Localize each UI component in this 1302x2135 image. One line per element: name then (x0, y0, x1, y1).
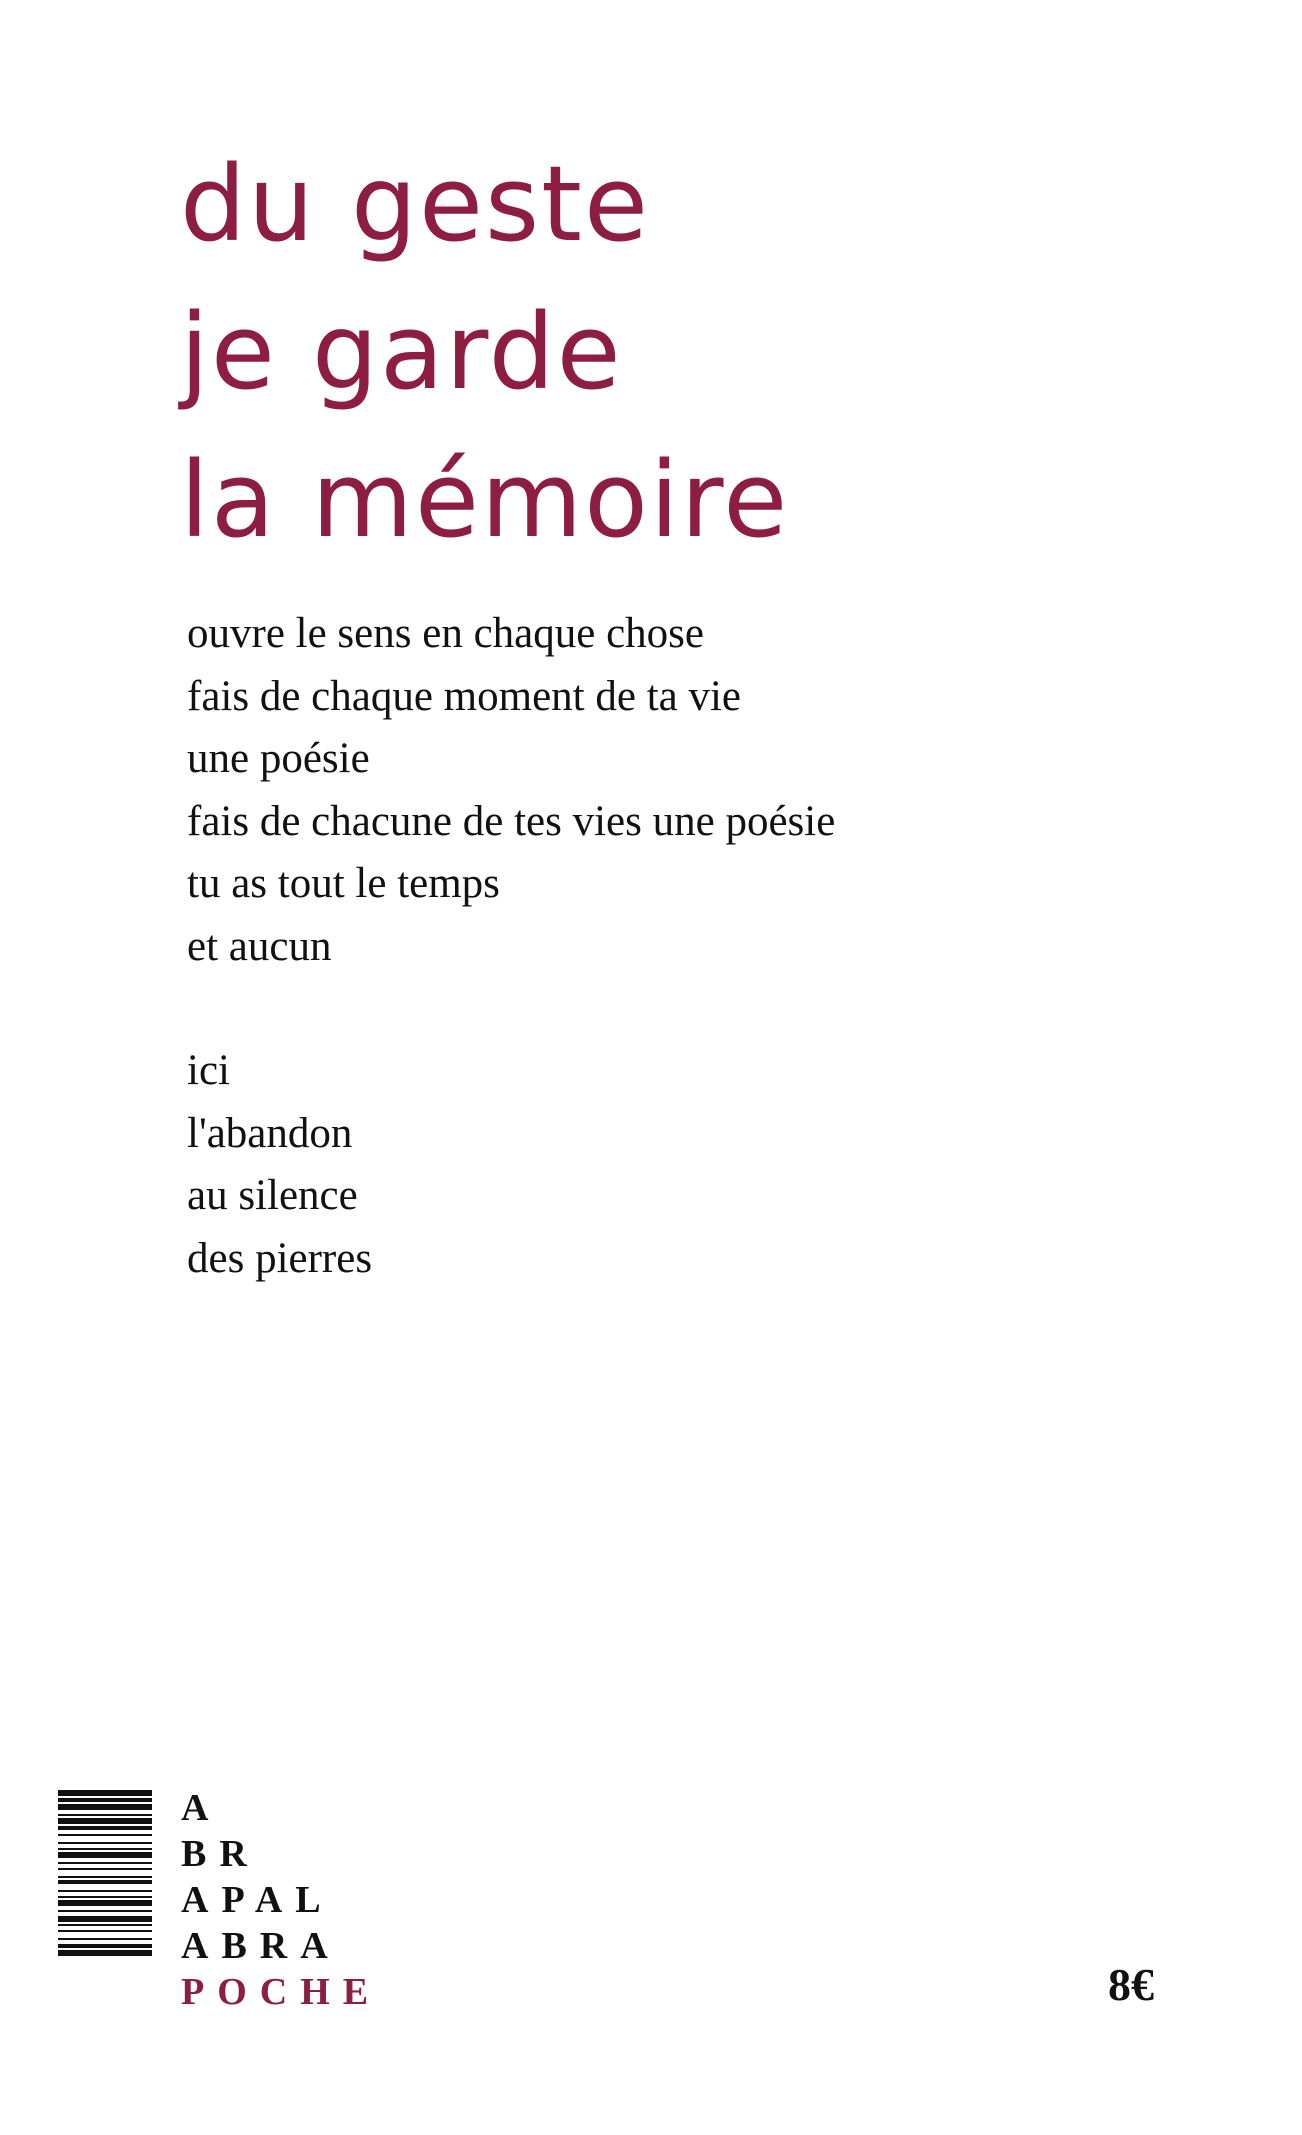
title-line: la mémoire (180, 439, 790, 561)
collection-name: POCHE (181, 1971, 382, 2013)
poem-line: ouvre le sens en chaque chose (187, 610, 704, 657)
poem-excerpt (187, 603, 835, 1352)
poem-line: au silence (187, 1172, 358, 1219)
poem-line: fais de chacune de tes vies une poésie (187, 797, 836, 845)
poem-line: fais de chaque moment de ta vie (187, 672, 742, 720)
book-title (180, 130, 789, 574)
poem-line: l'abandon (187, 1109, 353, 1157)
title-line: je garde (180, 291, 623, 413)
publisher-line: BR (181, 1833, 260, 1875)
publisher-line: A (181, 1787, 222, 1829)
poem-line: et aucun (187, 922, 332, 970)
publisher-line: APAL (181, 1879, 334, 1921)
price-label: 8€ (1108, 1959, 1154, 2010)
stanza-1 (187, 603, 835, 978)
poem-line: des pierres (187, 1234, 373, 1282)
poem-line: tu as tout le temps (187, 860, 500, 907)
publisher-line: ABRA (181, 1925, 341, 1967)
poem-line: ici (187, 1047, 230, 1094)
barcode-icon (58, 1790, 152, 2000)
publisher-logo (181, 1785, 381, 2015)
title-line: du geste (180, 143, 650, 265)
stanza-2 (187, 1040, 835, 1290)
poem-line: une poésie (187, 735, 370, 782)
